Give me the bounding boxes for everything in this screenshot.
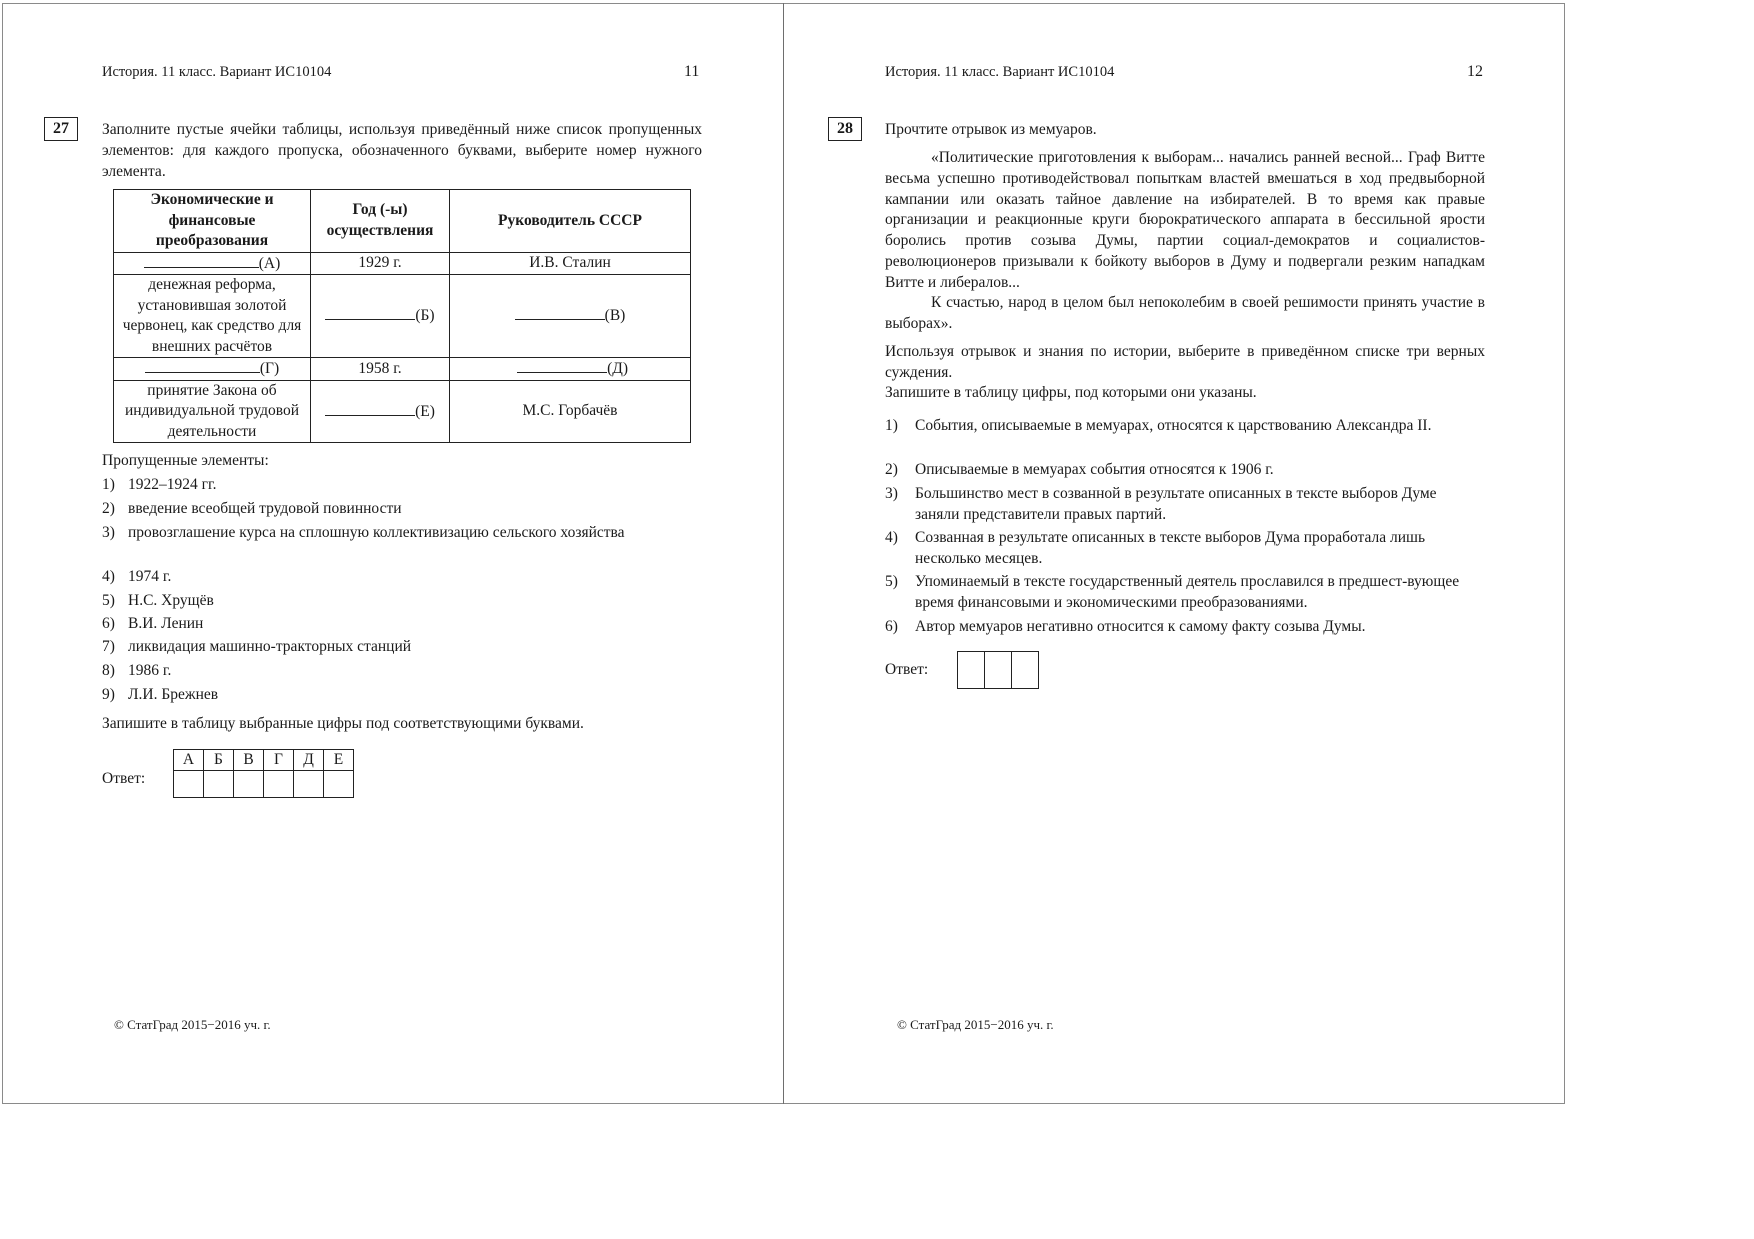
missing-elements-title: Пропущенные элементы:	[102, 452, 269, 469]
table-cell: (Б)	[311, 275, 450, 358]
list-item: 3) Большинство мест в созванной в результате описанных в тексте выборов Думе заняли представители правых партий.	[885, 485, 1437, 523]
left-footer: © СтатГрад 2015−2016 уч. г.	[114, 1017, 271, 1032]
right-header-title: История. 11 класс. Вариант ИС10104	[885, 64, 1115, 80]
answer-cell[interactable]	[294, 771, 324, 798]
answer-letter: А	[174, 750, 204, 771]
table-cell: (Д)	[450, 358, 691, 381]
list-item: 8) 1986 г.	[102, 662, 172, 679]
list-item: 1) 1922–1924 гг.	[102, 476, 217, 493]
table-header: Год (-ы) осуществления	[311, 190, 450, 253]
table-cell: (А)	[114, 252, 311, 275]
blank-line	[517, 358, 607, 373]
table-row	[114, 275, 691, 358]
list-item: 9) Л.И. Брежнев	[102, 686, 219, 703]
table-row	[114, 380, 691, 443]
answer-letter: Б	[204, 750, 234, 771]
list-item: 6) В.И. Ленин	[102, 615, 204, 632]
table-header: Руководитель СССР	[450, 190, 691, 253]
blank-line	[144, 253, 259, 268]
instruction-text: Запишите в таблицу выбранные цифры под соответствующими буквами.	[102, 715, 584, 732]
answer-cell[interactable]	[985, 652, 1012, 689]
list-item: 5) Упоминаемый в тексте государственный деятель прославился в предшест-вующее время финансовыми и экономическими преобразованиями.	[885, 573, 1460, 611]
blank-line	[145, 358, 260, 373]
blank-line	[325, 401, 415, 416]
answer-label: Ответ:	[885, 661, 929, 678]
memoir-quote-paragraph-1: «Политические приготовления к выборам... начались ранней весной... Граф Витте весьма успешно противодействовал попыткам властей вмешаться в ход предвыборной кампании или оказать тайное давление на избирателей. В то время как правые организации и реакционные круги бюрократического аппарата в бессильной ярости боролись против созыва Думы, партии социал-демократов и социалистов-революционеров призывали к бойкоту выборов в Думу и подвергали резким нападкам Витте и либералов...	[885, 149, 1485, 291]
question-28-number: 28	[828, 117, 862, 141]
answer-cell[interactable]	[324, 771, 354, 798]
table-row	[114, 252, 691, 275]
question-27-table	[113, 189, 691, 443]
table-row	[114, 358, 691, 381]
table-cell: (Е)	[311, 380, 450, 443]
left-page-number: 11	[684, 63, 700, 80]
table-header: Экономические и финансовые преобразования	[114, 190, 311, 253]
list-item: 3) провозглашение курса на сплошную коллективизацию сельского хозяйства	[102, 524, 625, 541]
list-item: 6) Автор мемуаров негативно относится к самому факту созыва Думы.	[885, 618, 1366, 635]
list-item: 7) ликвидация машинно-тракторных станций	[102, 638, 412, 655]
memoir-quote-paragraph-2: К счастью, народ в целом был непоколебим в своей решимости принять участие в выборах».	[885, 294, 1485, 332]
list-item: 4) Созванная в результате описанных в тексте выборов Дума проработала лишь несколько месяцев.	[885, 529, 1426, 567]
table-cell: (Г)	[114, 358, 311, 381]
table-cell: денежная реформа, установившая золотой червонец, как средство для внешних расчётов	[114, 275, 311, 358]
list-item: 2) Описываемые в мемуарах события относятся к 1906 г.	[885, 461, 1274, 478]
table-cell: принятие Закона об индивидуальной трудовой деятельности	[114, 380, 311, 443]
blank-line	[325, 305, 415, 320]
page-divider	[783, 3, 784, 1104]
question-27-intro: Заполните пустые ячейки таблицы, используя приведённый ниже список пропущенных элементов: для каждого пропуска, обозначенного буквами, выберите номер нужного элемента.	[102, 121, 702, 180]
answer-letter: В	[234, 750, 264, 771]
list-item: 4) 1974 г.	[102, 568, 172, 585]
answer-grid-28	[957, 651, 1039, 689]
task-text-2: Запишите в таблицу цифры, под которыми они указаны.	[885, 384, 1257, 401]
answer-cell[interactable]	[204, 771, 234, 798]
answer-cell[interactable]	[264, 771, 294, 798]
table-cell: М.С. Горбачёв	[450, 380, 691, 443]
table-cell: (В)	[450, 275, 691, 358]
task-text-1: Используя отрывок и знания по истории, выберите в приведённом списке три верных суждения.	[885, 343, 1485, 381]
answer-cell[interactable]	[1012, 652, 1039, 689]
left-header-title: История. 11 класс. Вариант ИС10104	[102, 64, 332, 80]
blank-line	[515, 305, 605, 320]
list-item: 2) введение всеобщей трудовой повинности	[102, 500, 402, 517]
question-28-intro: Прочтите отрывок из мемуаров.	[885, 121, 1097, 138]
answer-letter: Е	[324, 750, 354, 771]
right-footer: © СтатГрад 2015−2016 уч. г.	[897, 1017, 1054, 1032]
table-cell: И.В. Сталин	[450, 252, 691, 275]
table-cell: 1929 г.	[311, 252, 450, 275]
answer-grid-27	[173, 749, 354, 798]
list-item: 1) События, описываемые в мемуарах, относятся к царствованию Александра II.	[885, 417, 1432, 434]
answer-cell[interactable]	[958, 652, 985, 689]
question-27-number: 27	[44, 117, 78, 141]
answer-cell[interactable]	[234, 771, 264, 798]
list-item: 5) Н.С. Хрущёв	[102, 592, 214, 609]
answer-letter: Д	[294, 750, 324, 771]
answer-cell[interactable]	[174, 771, 204, 798]
table-cell: 1958 г.	[311, 358, 450, 381]
answer-label: Ответ:	[102, 770, 146, 787]
right-page-number: 12	[1467, 63, 1483, 80]
answer-letter: Г	[264, 750, 294, 771]
